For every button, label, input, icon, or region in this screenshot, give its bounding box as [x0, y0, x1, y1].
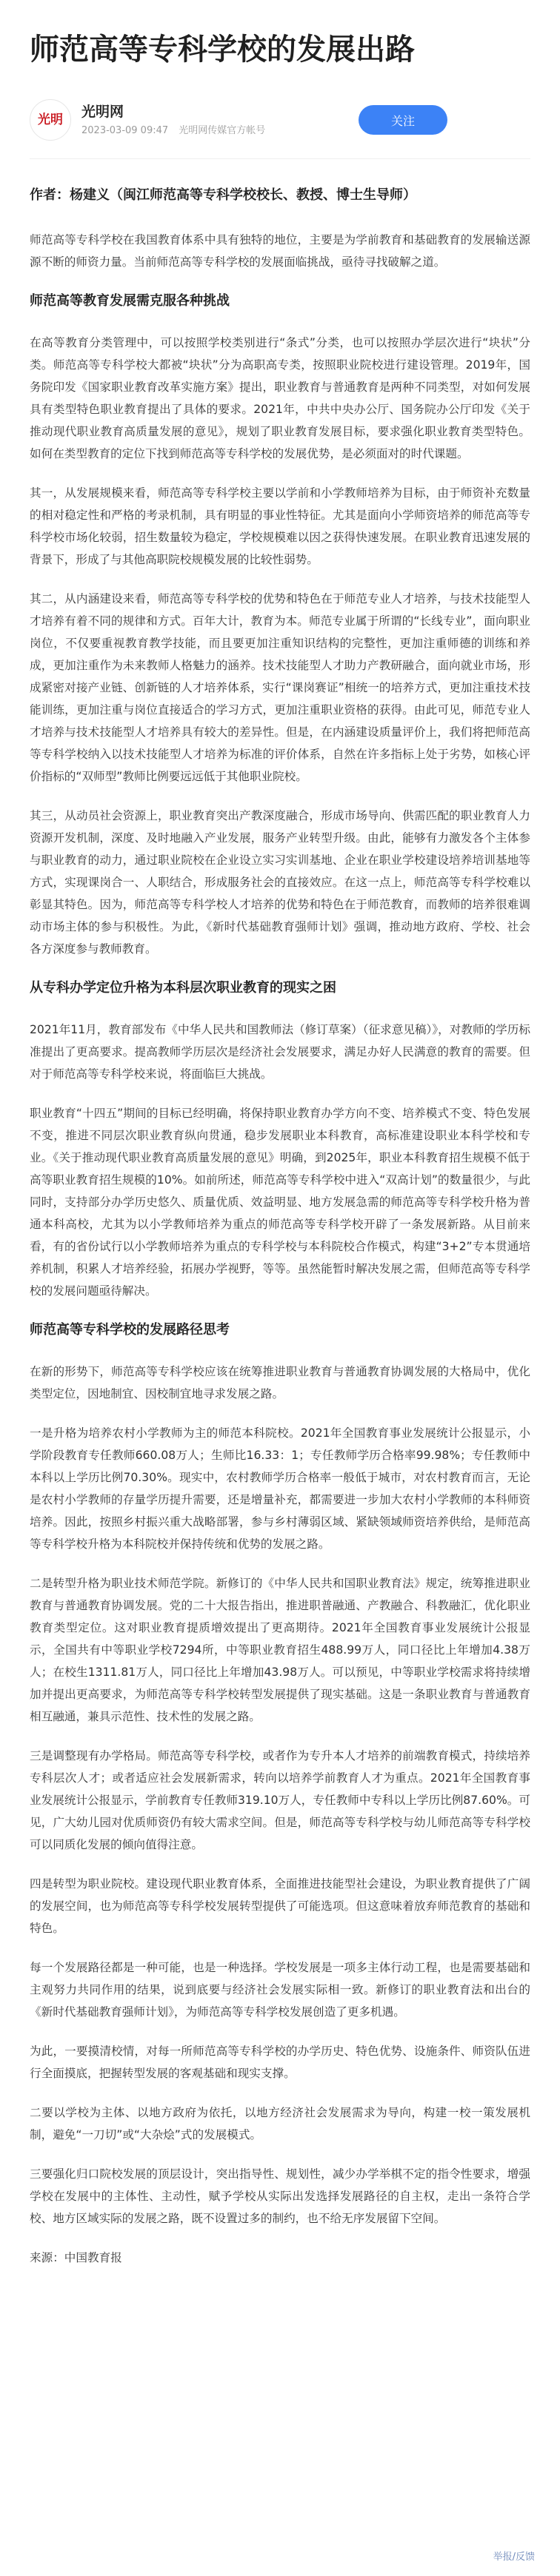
- paragraph: 2021年11月，教育部发布《中华人民共和国教师法（修订草案）（征求意见稿）》，对教师的学历标准提出了更高要求。提高教师学历层次是经济社会发展要求，满足办好人民满意的教育的需要。但对于师范高等专科学校来说，将面临巨大挑战。: [30, 1023, 530, 1081]
- article-source: 来源：中国教育报: [30, 2251, 122, 2264]
- paragraph: 三要强化归口院校发展的顶层设计，突出指导性、规划性，减少办学举棋不定的指令性要求，增强学校在发展中的主体性、主动性，赋予学校从实际出发选择发展路径的自主权，走出一条符合学校、地方区域实际的发展之路，既不设置过多的制约，也不给无序发展留下空间。: [30, 2167, 530, 2225]
- author-meta: [81, 102, 359, 138]
- paragraph: 其一，从发展规模来看，师范高等专科学校主要以学前和小学教师培养为目标，由于师资补充数量的相对稳定性和严格的考录机制，具有明显的事业性特征。尤其是面向小学师资培养的师范高等专科学校市场化较弱，招生数量较为稳定，学校规模难以因之获得快速发展。在职业教育迅速发展的背景下，形成了与其他高职院校规模发展的比较性弱势。: [30, 486, 530, 566]
- paragraph: 二要以学校为主体、以地方政府为依托，以地方经济社会发展需求为导向，构建一校一策发展机制，避免“一刀切”或“大杂烩”式的发展模式。: [30, 2106, 530, 2141]
- article-title: 师范高等专科学校的发展出路: [30, 33, 415, 67]
- section-heading: 师范高等教育发展需克服各种挑战: [30, 293, 230, 309]
- paragraph: 在新的形势下，师范高等专科学校应该在统筹推进职业教育与普通教育协调发展的大格局中，优化类型定位，因地制宜、因校制宜地寻求发展之路。: [30, 1365, 530, 1401]
- paragraph: 其二，从内涵建设来看，师范高等专科学校的优势和特色在于师范专业人才培养，与技术技能型人才培养有着不同的规律和方式。百年大计，教育为本。师范专业属于所谓的“长线专业”，面向职业岗位，不仅要重视教育教学技能，而且要更加注重知识结构的完整性，更加注重师德的训练和养成，更加注重作为未来教师人格魅力的涵养。技术技能型人才助力产教研融合，面向就业市场，形成紧密对接产业链、创新链的人才培养体系，实行“课岗赛证”相统一的培养方式，更加注重技术技能训练，更加注重与岗位直接适合的学习方式，更加注重职业资格的获得。由此可见，师范专业人才培养与技术技能型人才培养具有较大的差异性。但是，在内涵建设质量评价上，我们将把师范高等专科学校纳入以技术技能型人才培养为标准的评价体系，自然在许多指标上处于劣势，如核心评价指标的“双师型”教师比例要远远低于其他职业院校。: [30, 592, 530, 783]
- article-byline: 作者：杨建义（闽江师范高等专科学校校长、教授、博士生导师）: [30, 187, 416, 203]
- follow-button[interactable]: 关注: [359, 105, 447, 135]
- section-heading: 从专科办学定位升格为本科层次职业教育的现实之困: [30, 980, 336, 996]
- report-feedback-link[interactable]: 举报/反馈: [493, 2552, 535, 2563]
- paragraph: 职业教育“十四五”期间的目标已经明确，将保持职业教育办学方向不变、培养模式不变、特色发展不变，推进不同层次职业教育纵向贯通，稳步发展职业本科教育，高标准建设职业本科学校和专业。《关于推动现代职业教育高质量发展的意见》明确，到2025年，职业本科教育招生规模不低于高等职业教育招生规模的10%。如前所述，师范高等专科学校中进入“双高计划”的数量很少，与此同时，支持部分办学历史悠久、质量优质、效益明显、地方发展急需的师范高等专科学校升格为普通本科高校，尤其为以小学教师培养为重点的师范高等专科学校开辟了一条发展新路。从目前来看，有的省份试行以小学教师培养为重点的专科学校与本科院校合作模式，构建“3+2”专本贯通培养机制，积累人才培养经验，拓展办学视野，等等。虽然能暂时解决发展之需，但师范高等专科学校的发展问题亟待解决。: [30, 1107, 530, 1298]
- avatar-logo-text: 光明: [38, 112, 63, 127]
- article-blocks: [30, 229, 530, 2230]
- author-name[interactable]: 光明网: [81, 104, 124, 120]
- paragraph: 一是升格为培养农村小学教师为主的师范本科院校。2021年全国教育事业发展统计公报显示，小学阶段教育专任教师660.08万人；生师比16.33：1；专任教师学历合格率99.98%；专任教师中本科以上学历比例70.30%。现实中，农村教师学历合格率一般低于城市，对农村教育而言，无论是农村小学教师的存量学历提升需要，还是增量补充，都需要进一步加大农村小学教师的本科师资培养。因此，按照乡村振兴重大战略部署，参与乡村薄弱区域、紧缺领域师资培养供给，是师范高等专科学校升格为本科院校并保持传统和优势的发展之路。: [30, 1426, 530, 1551]
- paragraph: 师范高等专科学校在我国教育体系中具有独特的地位，主要是为学前教育和基础教育的发展输送源源不断的师资力量。当前师范高等专科学校的发展面临挑战，亟待寻找破解之道。: [30, 233, 530, 269]
- author-avatar[interactable]: [30, 99, 71, 141]
- publish-date: 2023-03-09 09:47: [81, 125, 169, 136]
- paragraph: 二是转型升格为职业技术师范学院。新修订的《中华人民共和国职业教育法》规定，统筹推进职业教育与普通教育协调发展。党的二十大报告指出，推进职普融通、产教融合、科教融汇，优化职业教育类型定位。这对职业教育提质增效提出了更高期待。2021年全国教育事业发展统计公报显示，全国共有中等职业学校7294所，中等职业教育招生488.99万人，同口径比上年增加4.38万人；在校生1311.81万人，同口径比上年增加43.98万人。可以预见，中等职业学校需求将持续增加并提出更高要求，为师范高等专科学校转型发展提供了现实基础。这是一条职业教育与普通教育相互融通，兼具示范性、技术性的发展之路。: [30, 1577, 530, 1723]
- paragraph: 为此，一要摸清校情，对每一所师范高等专科学校的办学历史、特色优势、设施条件、师资队伍进行全面摸底，把握转型发展的客观基础和现实支撑。: [30, 2045, 530, 2080]
- author-platform: 光明网传媒官方帐号: [179, 125, 266, 136]
- paragraph: 其三，从动员社会资源上，职业教育突出产教深度融合，形成市场导向、供需匹配的职业教育人力资源开发机制，深度、及时地融入产业发展，服务产业转型升级。由此，能够有力激发各个主体参与职业教育的动力，通过职业院校在企业设立实习实训基地、企业在职业学校建设培养培训基地等方式，实现课岗合一、人职结合，形成服务社会的直接效应。在这一点上，师范高等专科学校难以彰显其特色。因为，师范高等专科学校人才培养的优势和特色在于师范教育，而教师的培养很难调动市场主体的参与积极性。为此，《新时代基础教育强师计划》强调，推动地方政府、学校、社会各方深度参与教师教育。: [30, 809, 530, 956]
- paragraph: 四是转型为职业院校。建设现代职业教育体系，全面推进技能型社会建设，为职业教育提供了广阔的发展空间，也为师范高等专科学校发展转型提供了可能选项。但这意味着放弃师范教育的基础和特色。: [30, 1877, 530, 1935]
- article-body: [30, 159, 530, 2269]
- author-subline: [81, 124, 359, 138]
- author-row: [30, 98, 530, 142]
- section-heading: 师范高等专科学校的发展路径思考: [30, 1322, 230, 1338]
- paragraph: 每一个发展路径都是一种可能，也是一种选择。学校发展是一项多主体行动工程，也是需要基础和主观努力共同作用的结果，说到底要与经济社会发展实际相一致。新修订的职业教育法和出台的《新时代基础教育强师计划》，为师范高等专科学校发展创造了更多机遇。: [30, 1961, 530, 2019]
- paragraph: 三是调整现有办学格局。师范高等专科学校，或者作为专升本人才培养的前端教育模式，持续培养专科层次人才；或者适应社会发展新需求，转向以培养学前教育人才为重点。2021年全国教育事业发展统计公报显示，学前教育专任教师319.10万人，专任教师中专科以上学历比例87.60%。可见，广大幼儿园对优质师资仍有较大需求空间。但是，师范高等专科学校与幼儿师范高等专科学校可以同质化发展的倾向值得注意。: [30, 1749, 530, 1851]
- paragraph: 在高等教育分类管理中，可以按照学校类别进行“条式”分类，也可以按照办学层次进行“块状”分类。师范高等专科学校大都被“块状”分为高职高专类，按照职业院校进行建设管理。2019年，国务院印发《国家职业教育改革实施方案》提出，职业教育与普通教育是两种不同类型，对如何发展具有类型特色职业教育提出了具体的要求。2021年，中共中央办公厅、国务院办公厅印发《关于推动现代职业教育高质量发展的意见》，规划了职业教育发展目标，要求强化职业教育类型特色。如何在类型教育的定位下找到师范高等专科学校的发展优势，是必须面对的时代课题。: [30, 336, 530, 460]
